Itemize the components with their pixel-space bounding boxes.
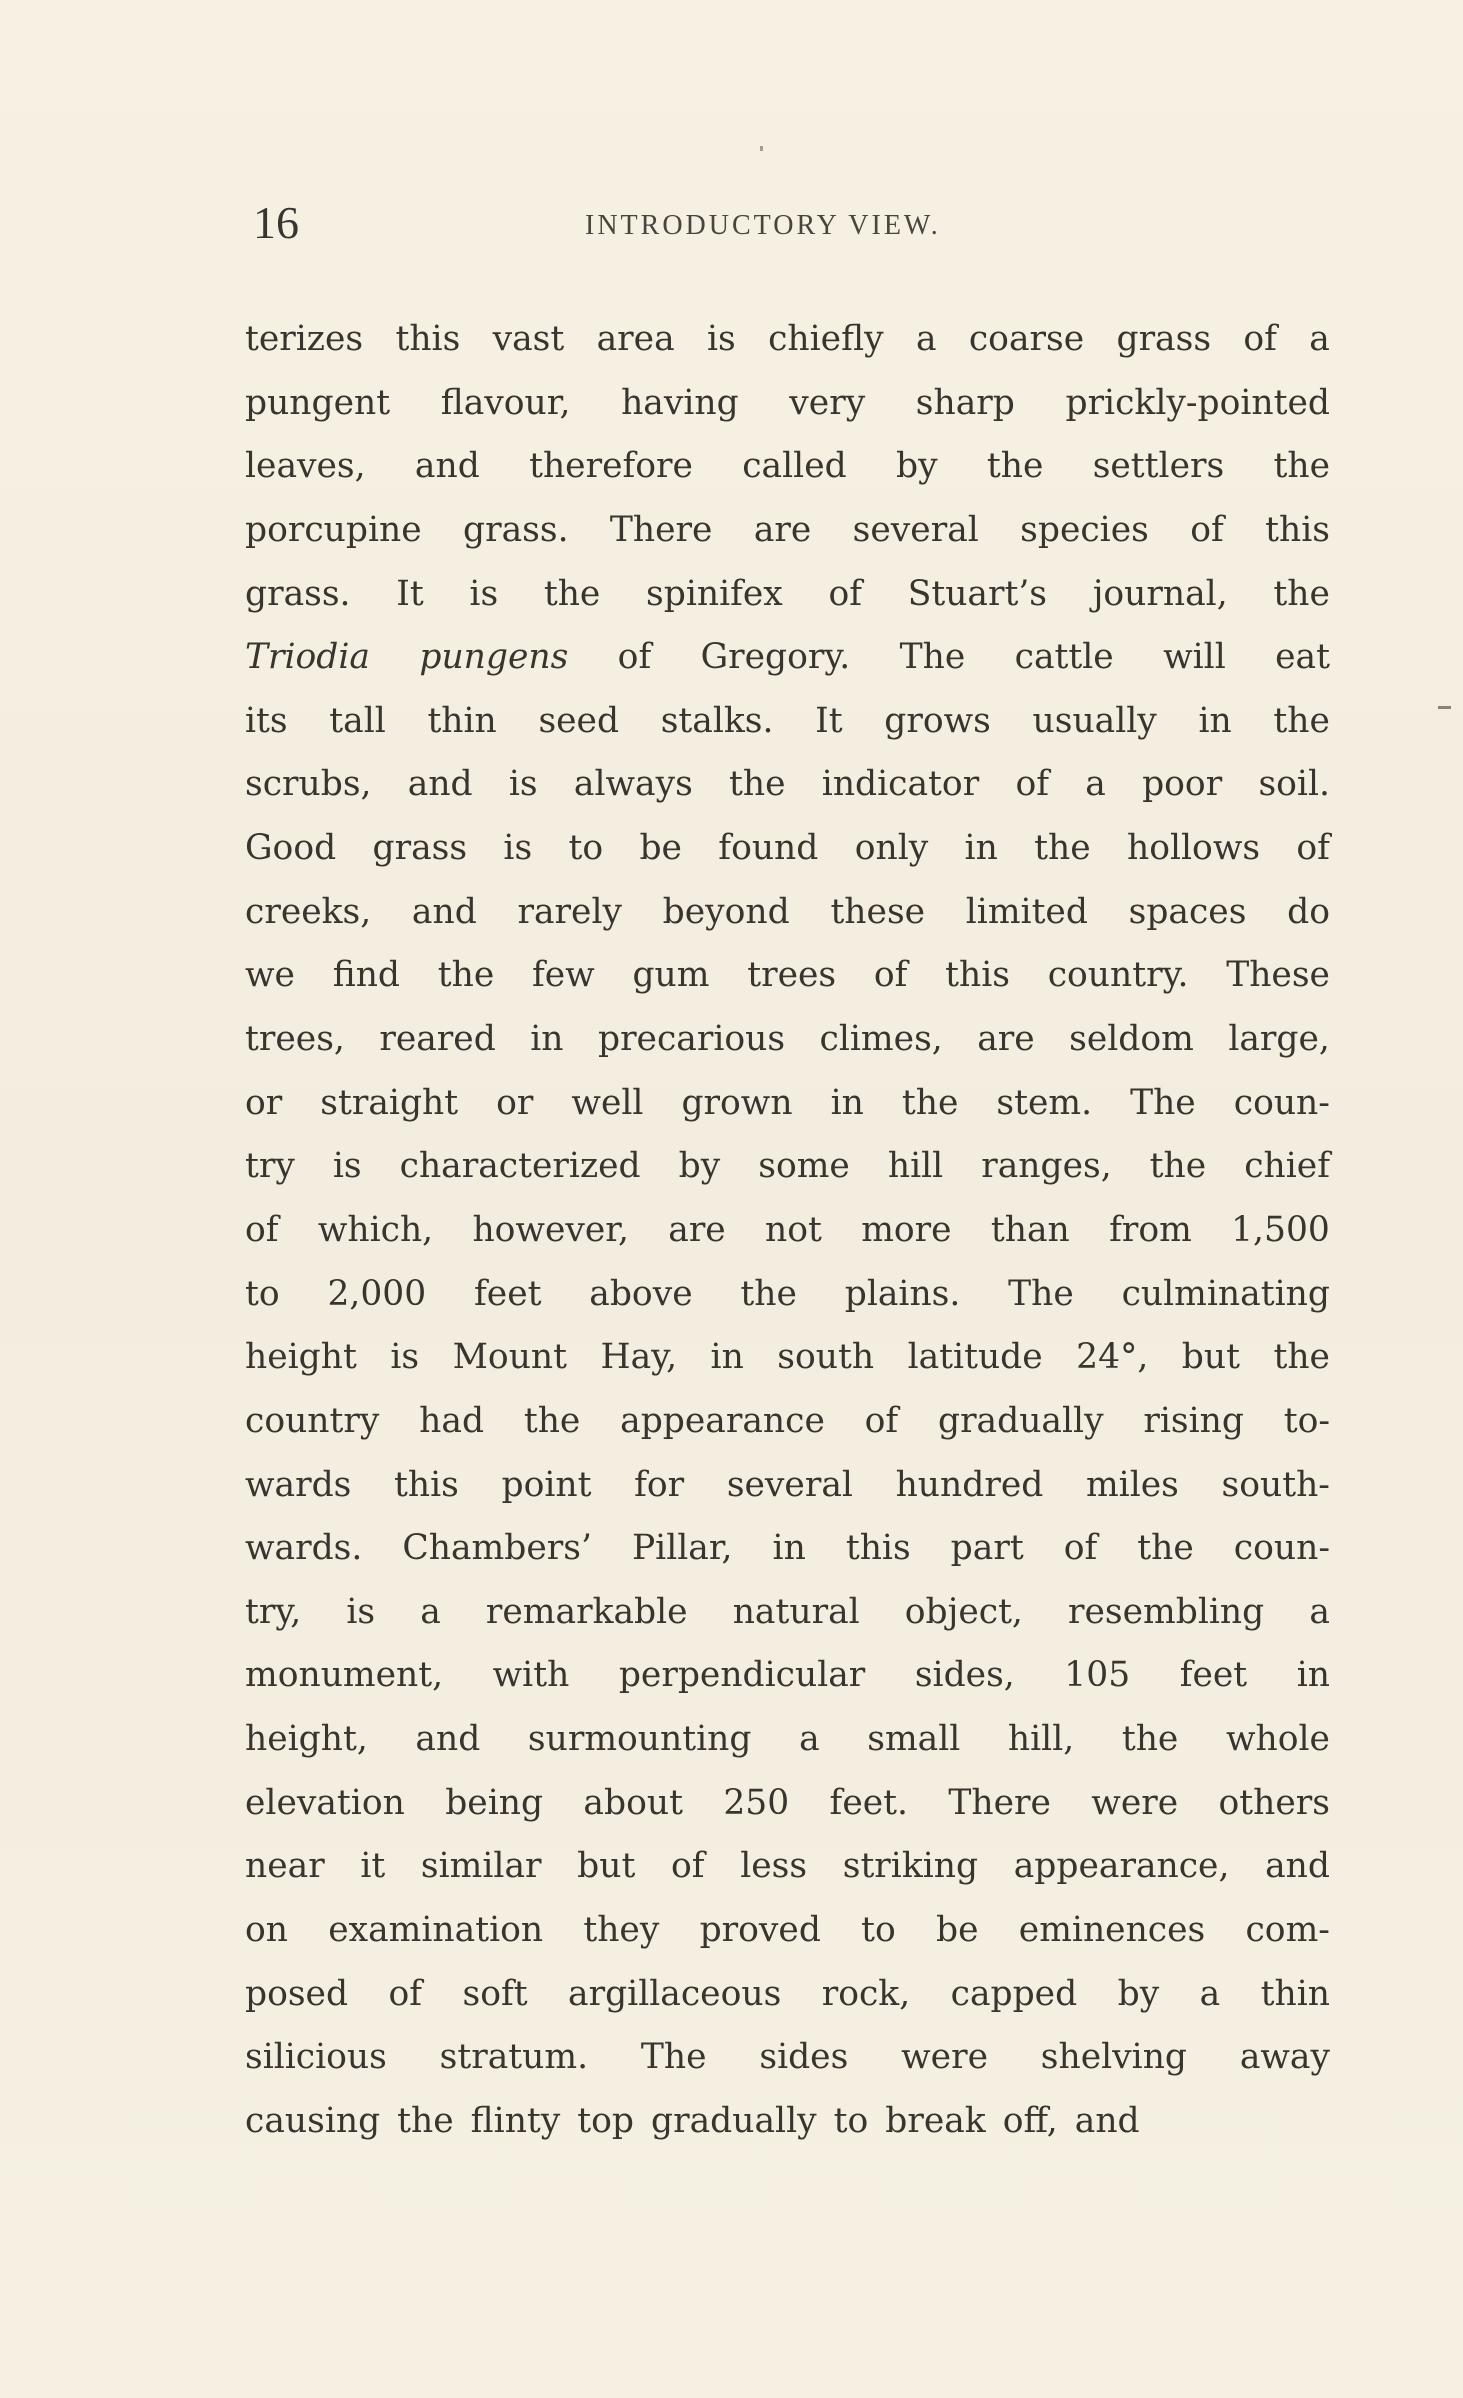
word: chief: [1244, 1146, 1330, 1187]
word: they: [583, 1910, 660, 1951]
word: Good: [245, 828, 337, 869]
word: grass.: [463, 509, 569, 550]
word: south: [777, 1337, 875, 1378]
text-line: [245, 1772, 1330, 1836]
word: proved: [699, 1910, 821, 1951]
running-head-title: INTRODUCTORY VIEW.: [585, 210, 941, 241]
word: hill: [887, 1146, 944, 1187]
word: small: [867, 1719, 961, 1760]
word: a: [1085, 764, 1106, 805]
text-line: [245, 1326, 1330, 1390]
word: a: [1309, 319, 1330, 359]
word: is: [469, 573, 499, 614]
word: ranges,: [981, 1146, 1112, 1187]
word: this: [945, 955, 1010, 996]
text-line: [245, 690, 1330, 754]
word: feet.: [829, 1782, 908, 1823]
word: object,: [904, 1591, 1023, 1632]
word: surmounting: [527, 1719, 752, 1760]
word: Mount: [452, 1337, 567, 1378]
word: usually: [1032, 700, 1157, 741]
word: seed: [538, 700, 620, 741]
word: wards: [245, 1464, 352, 1505]
text-line: [245, 626, 1330, 690]
word: of: [1015, 764, 1049, 805]
word: having: [621, 382, 739, 423]
word: called: [742, 446, 847, 487]
word: scrubs,: [245, 764, 372, 805]
word: not: [765, 1209, 822, 1250]
word: do: [1287, 891, 1330, 932]
word: the: [986, 446, 1044, 487]
word: grown: [681, 1082, 793, 1123]
word: stalks.: [660, 700, 774, 741]
word: spaces: [1128, 891, 1247, 932]
word: but: [1181, 1337, 1240, 1378]
word: which,: [317, 1209, 434, 1250]
word: gradually: [651, 2100, 817, 2141]
word: grows: [884, 700, 991, 741]
word: therefore: [529, 446, 693, 487]
word: grass: [372, 828, 468, 869]
word: of: [1243, 319, 1277, 359]
word: by: [896, 446, 938, 487]
word: 1,500: [1231, 1209, 1330, 1250]
word: latitude: [907, 1337, 1043, 1378]
word: of: [617, 637, 652, 678]
word: had: [419, 1400, 485, 1441]
text-line: [245, 944, 1330, 1008]
word: The: [1008, 1273, 1074, 1314]
word: in: [964, 828, 998, 869]
word: The: [640, 2037, 707, 2078]
body-text: [245, 308, 1330, 2154]
word: than: [990, 1209, 1070, 1250]
word: Gregory.: [700, 637, 851, 678]
text-line: [245, 2026, 1330, 2090]
margin-mark: [1438, 706, 1451, 709]
text-line: [245, 1517, 1330, 1581]
word: point: [501, 1464, 592, 1505]
word: 250: [723, 1782, 790, 1823]
text-line: [245, 1581, 1330, 1645]
word: soil.: [1258, 764, 1330, 805]
word: whole: [1225, 1719, 1330, 1760]
word: the: [1137, 1528, 1194, 1569]
text-line: [245, 1072, 1330, 1136]
word: rising: [1143, 1400, 1244, 1441]
word: height,: [245, 1719, 368, 1760]
word: in: [1296, 1655, 1330, 1696]
word: 2,000: [327, 1273, 427, 1314]
word: very: [789, 382, 866, 423]
word: pungens: [419, 637, 569, 678]
print-speck: [760, 146, 763, 151]
word: trees: [747, 955, 837, 996]
word: spinifex: [646, 573, 783, 614]
word: be: [639, 828, 682, 869]
word: country.: [1047, 955, 1189, 996]
word: These: [1226, 955, 1330, 996]
word: others: [1218, 1782, 1330, 1823]
word: seldom: [1069, 1019, 1194, 1060]
word: the: [740, 1273, 797, 1314]
word: area: [596, 319, 675, 359]
word: well: [571, 1082, 644, 1123]
word: eat: [1275, 637, 1330, 678]
word: being: [445, 1782, 544, 1823]
word: these: [830, 891, 926, 932]
word: feet: [474, 1273, 542, 1314]
word: culminating: [1121, 1273, 1330, 1314]
word: break: [885, 2100, 986, 2141]
word: grass: [1116, 319, 1212, 359]
word: try: [245, 1146, 295, 1187]
text-line: [245, 1835, 1330, 1899]
word: but: [577, 1846, 636, 1887]
word: There: [609, 509, 713, 550]
word: remarkable: [485, 1591, 688, 1632]
word: some: [758, 1146, 850, 1187]
word: by: [678, 1146, 721, 1187]
word: shelving: [1040, 2037, 1188, 2078]
word: to: [568, 828, 604, 869]
word: in: [830, 1082, 864, 1123]
word: it: [360, 1846, 386, 1887]
word: silicious: [245, 2037, 387, 2078]
word: less: [740, 1846, 808, 1887]
word: 105: [1064, 1655, 1131, 1696]
word: away: [1239, 2037, 1330, 2078]
word: the: [1273, 446, 1330, 487]
word: be: [936, 1910, 979, 1951]
word: and: [415, 1719, 481, 1760]
word: com-: [1245, 1910, 1330, 1951]
word: will: [1163, 637, 1226, 678]
word: in: [772, 1528, 806, 1569]
word: were: [1091, 1782, 1179, 1823]
word: wards.: [245, 1528, 363, 1569]
word: posed: [245, 1973, 349, 2014]
word: coun-: [1233, 1082, 1330, 1123]
word: country: [245, 1400, 380, 1441]
word: settlers: [1092, 446, 1225, 487]
word: the: [437, 955, 495, 996]
word: of: [671, 1846, 705, 1887]
word: or: [245, 1082, 283, 1123]
word: sharp: [915, 382, 1015, 423]
word: causing: [245, 2100, 381, 2141]
word: the: [1273, 700, 1330, 741]
word: soft: [462, 1973, 528, 2014]
word: reared: [379, 1019, 496, 1060]
word: trees,: [245, 1019, 345, 1060]
word: several: [726, 1464, 853, 1505]
word: the: [729, 764, 786, 805]
word: a: [799, 1719, 820, 1760]
word: of: [1190, 509, 1224, 550]
word: in: [710, 1337, 744, 1378]
word: miles: [1085, 1464, 1179, 1505]
word: always: [573, 764, 693, 805]
word: vast: [492, 319, 565, 359]
word: perpendicular: [618, 1655, 866, 1696]
word: in: [1198, 700, 1232, 741]
word: to: [861, 1910, 896, 1951]
word: Triodia: [245, 637, 370, 678]
word: is: [332, 1146, 362, 1187]
word: argillaceous: [568, 1973, 782, 2014]
word: is: [707, 319, 736, 359]
word: near: [245, 1846, 325, 1887]
word: several: [852, 509, 979, 550]
word: chiefly: [768, 319, 884, 359]
word: There: [948, 1782, 1051, 1823]
word: indicator: [821, 764, 980, 805]
word: this: [1265, 509, 1330, 550]
word: examination: [328, 1910, 544, 1951]
text-line: [245, 499, 1330, 563]
word: is: [503, 828, 533, 869]
word: beyond: [662, 891, 790, 932]
word: Pillar,: [631, 1528, 733, 1569]
word: leaves,: [245, 446, 366, 487]
text-line: [245, 1644, 1330, 1708]
word: natural: [732, 1591, 860, 1632]
word: by: [1117, 1973, 1160, 2014]
word: are: [668, 1209, 726, 1250]
word: pungent: [245, 382, 391, 423]
word: species: [1020, 509, 1149, 550]
running-head: [245, 196, 1325, 256]
word: the: [1034, 828, 1091, 869]
word: to: [833, 2100, 869, 2141]
word: cattle: [1014, 637, 1114, 678]
text-line: [245, 1708, 1330, 1772]
word: only: [854, 828, 929, 869]
word: hundred: [895, 1464, 1044, 1505]
word: and: [1265, 1846, 1330, 1887]
word: limited: [965, 891, 1088, 932]
word: creeks,: [245, 891, 372, 932]
word: are: [977, 1019, 1035, 1060]
text-line: [245, 1963, 1330, 2027]
word: journal,: [1092, 573, 1228, 614]
word: monument,: [245, 1655, 444, 1696]
word: climes,: [819, 1019, 943, 1060]
word: a: [420, 1591, 441, 1632]
word: sides,: [914, 1655, 1015, 1696]
word: and: [414, 446, 480, 487]
word: on: [245, 1910, 288, 1951]
word: top: [577, 2100, 635, 2141]
word: we: [245, 955, 295, 996]
word: gum: [632, 955, 710, 996]
word: rarely: [517, 891, 622, 932]
word: about: [583, 1782, 683, 1823]
word: or: [496, 1082, 534, 1123]
word: the: [1273, 573, 1330, 614]
word: hollows: [1126, 828, 1261, 869]
word: part: [950, 1528, 1024, 1569]
word: thin: [427, 700, 497, 741]
word: try,: [245, 1591, 302, 1632]
word: of: [388, 1973, 423, 2014]
word: find: [332, 955, 401, 996]
word: prickly-pointed: [1065, 382, 1330, 423]
word: appearance,: [1013, 1846, 1230, 1887]
word: the: [543, 573, 601, 614]
word: The: [899, 637, 966, 678]
word: large,: [1228, 1019, 1330, 1060]
word: were: [901, 2037, 988, 2078]
word: this: [845, 1528, 911, 1569]
word: off,: [1002, 2100, 1058, 2141]
text-line: [245, 1135, 1330, 1199]
word: flavour,: [440, 382, 571, 423]
text-line: [245, 1263, 1330, 1327]
word: south-: [1221, 1464, 1330, 1505]
word: this: [394, 1464, 459, 1505]
word: the: [397, 2100, 454, 2141]
word: are: [753, 509, 812, 550]
word: few: [532, 955, 595, 996]
word: porcupine: [245, 509, 422, 550]
word: It: [396, 573, 424, 614]
text-line: [245, 817, 1330, 881]
word: with: [492, 1655, 570, 1696]
word: to: [245, 1273, 280, 1314]
word: precarious: [597, 1019, 786, 1060]
word: stem.: [996, 1082, 1093, 1123]
word: the: [901, 1082, 959, 1123]
word: Hay,: [600, 1337, 678, 1378]
word: the: [1121, 1719, 1179, 1760]
word: found: [718, 828, 819, 869]
text-line: [245, 563, 1330, 627]
text-line: [245, 1899, 1330, 1963]
word: and: [411, 891, 477, 932]
text-line: [245, 1390, 1330, 1454]
word: straight: [320, 1082, 459, 1123]
text-line: [245, 753, 1330, 817]
word: is: [390, 1337, 420, 1378]
word: plains.: [844, 1273, 961, 1314]
word: rock,: [821, 1973, 911, 2014]
text-line: [245, 308, 1330, 372]
word: poor: [1142, 764, 1223, 805]
word: in: [530, 1019, 564, 1060]
word: grass.: [245, 573, 351, 614]
word: Stuart’s: [907, 573, 1048, 614]
text-line: [245, 881, 1330, 945]
word: resembling: [1068, 1591, 1265, 1632]
text-line: [245, 435, 1330, 499]
word: characterized: [399, 1146, 641, 1187]
word: stratum.: [439, 2037, 589, 2078]
word: feet: [1179, 1655, 1248, 1696]
word: terizes: [245, 319, 364, 359]
word: Chambers’: [402, 1528, 592, 1569]
word: above: [589, 1273, 693, 1314]
word: of: [873, 955, 908, 996]
word: a: [1309, 1591, 1330, 1632]
word: It: [815, 700, 843, 741]
word: striking: [842, 1846, 979, 1887]
word: The: [1130, 1082, 1196, 1123]
word: flinty: [470, 2100, 561, 2141]
text-line: [245, 372, 1330, 436]
word: a: [915, 319, 937, 359]
text-line: [245, 1454, 1330, 1518]
word: the: [1149, 1146, 1207, 1187]
word: to-: [1283, 1400, 1330, 1441]
word: of: [245, 1209, 279, 1250]
word: sides: [759, 2037, 849, 2078]
word: the: [523, 1400, 581, 1441]
word: thin: [1260, 1973, 1330, 2014]
text-line: [245, 2090, 1330, 2154]
word: is: [508, 764, 538, 805]
word: capped: [950, 1973, 1078, 2014]
word: of: [1063, 1528, 1098, 1569]
text-line: [245, 1008, 1330, 1072]
word: similar: [420, 1846, 542, 1887]
word: of: [864, 1400, 899, 1441]
page-number: 16: [253, 197, 299, 248]
word: eminences: [1018, 1910, 1206, 1951]
word: coun-: [1233, 1528, 1330, 1569]
word: more: [861, 1209, 952, 1250]
word: gradually: [937, 1400, 1104, 1441]
word: for: [634, 1464, 685, 1505]
word: a: [1199, 1973, 1221, 2014]
word: from: [1109, 1209, 1192, 1250]
word: hill,: [1007, 1719, 1075, 1760]
text-line: [245, 1199, 1330, 1263]
word: 24°,: [1076, 1337, 1149, 1378]
word: and: [1074, 2100, 1140, 2141]
word: of: [828, 573, 863, 614]
word: coarse: [968, 319, 1085, 359]
word: tall: [329, 700, 386, 741]
word: elevation: [245, 1782, 405, 1823]
word: is: [346, 1591, 376, 1632]
word: appearance: [620, 1400, 825, 1441]
word: and: [407, 764, 473, 805]
word: height: [245, 1337, 357, 1378]
word: the: [1273, 1337, 1330, 1378]
word: however,: [472, 1209, 629, 1250]
word: of: [1296, 828, 1330, 869]
word: its: [245, 700, 288, 741]
word: this: [395, 319, 461, 359]
